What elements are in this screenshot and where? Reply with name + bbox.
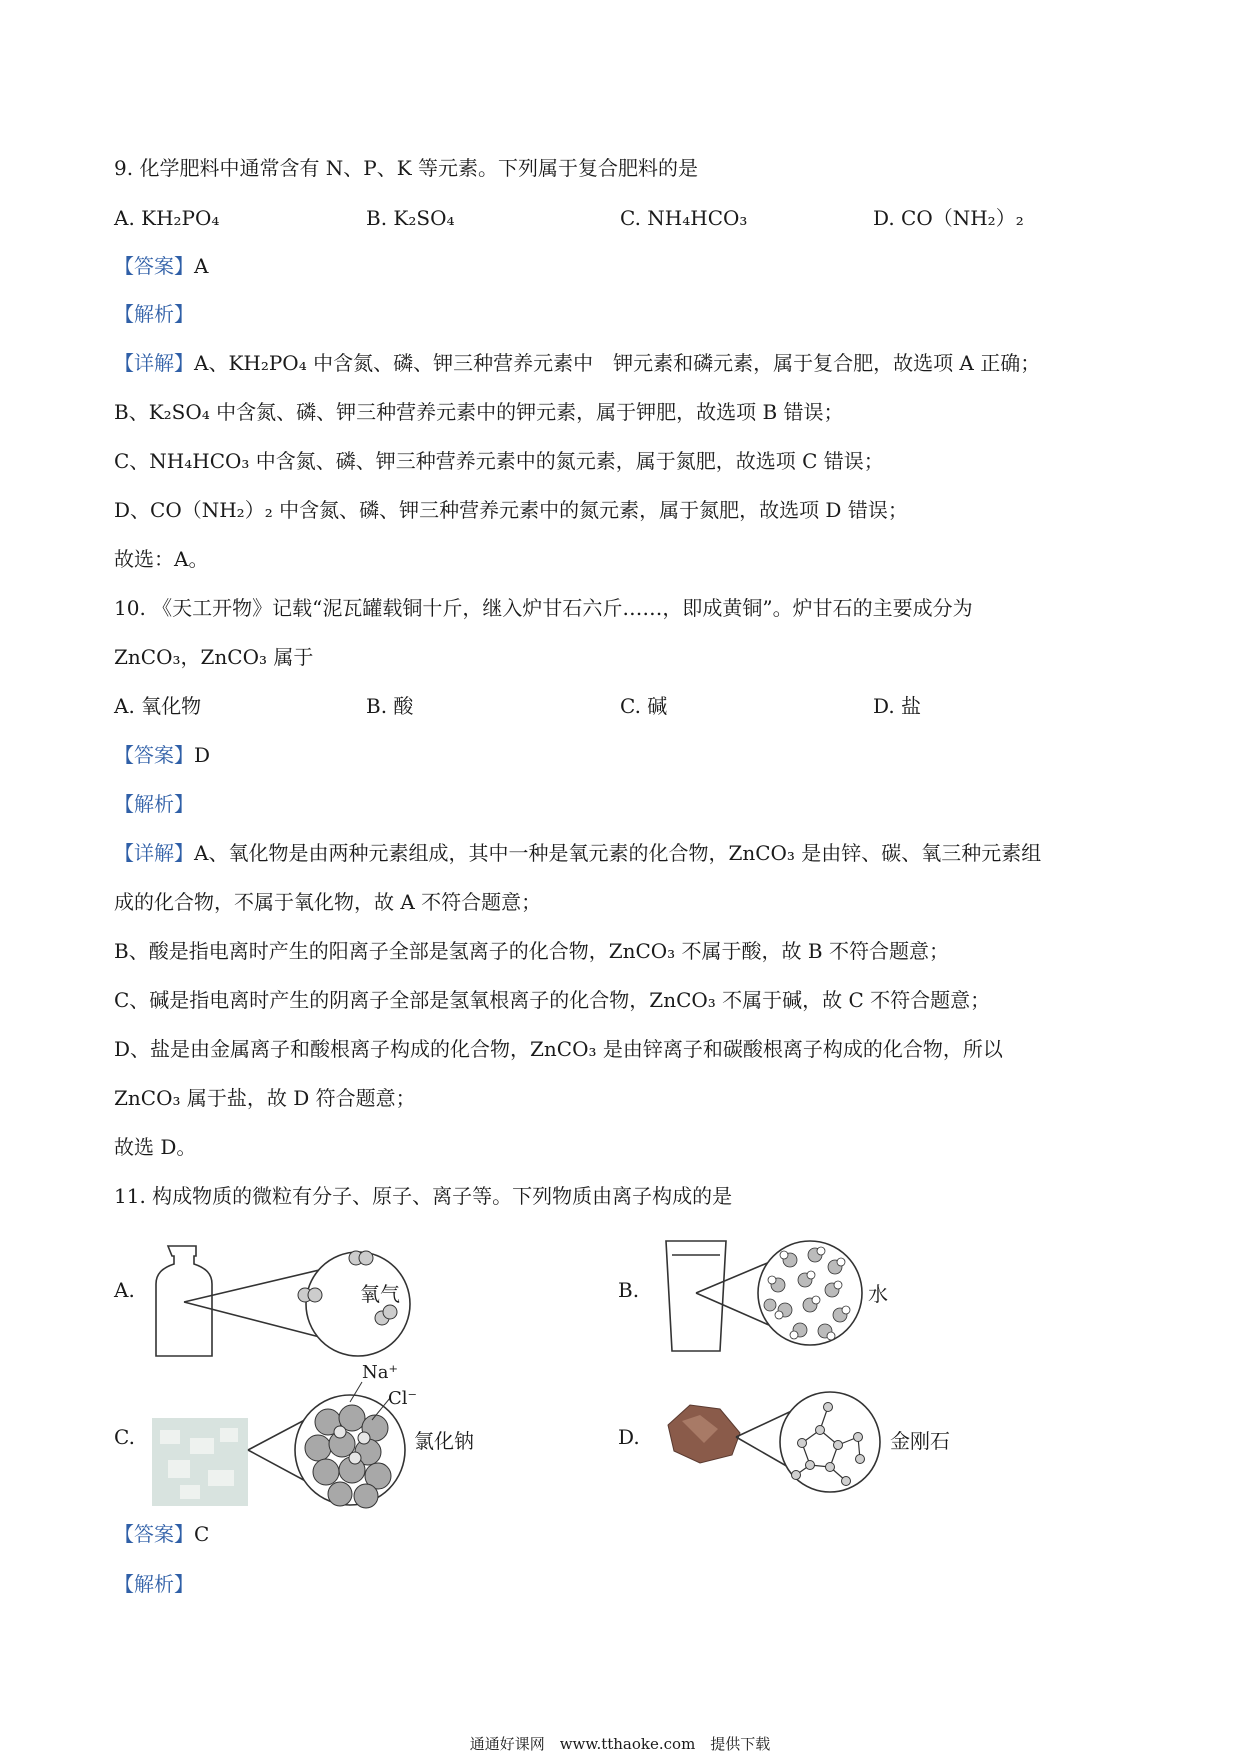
q11-option-d-name: 金刚石: [890, 1429, 950, 1453]
q10-analysis-tag: 【解析】: [114, 792, 194, 816]
q10-option-b: B. 酸: [366, 694, 414, 718]
q10-detail-1: 【详解】A、氧化物是由两种元素组成，其中一种是氧元素的化合物，ZnCO₃ 是由锌、碳、氧三种元素组: [114, 841, 1042, 865]
q11-analysis-tag: 【解析】: [114, 1572, 194, 1596]
q9-option-d: D. CO（NH₂）₂: [873, 206, 1024, 230]
q9-detail-1: 【详解】A、KH₂PO₄ 中含氮、磷、钾三种营养元素中 钾元素和磷元素，属于复合肥，故选项 A 正确；: [114, 351, 1041, 375]
q10-answer: [114, 741, 210, 769]
q11-option-c-name: 氯化钠: [414, 1429, 474, 1453]
q9-analysis-tag: 【解析】: [114, 302, 194, 326]
q11-option-a-name: 氧气: [360, 1282, 400, 1306]
q9-detail-3: C、NH₄HCO₃ 中含氮、磷、钾三种营养元素中的氮元素，属于氮肥，故选项 C 错误；: [114, 449, 884, 473]
q9-option-c: C. NH₄HCO₃: [620, 206, 748, 230]
q11-answer: [114, 1520, 209, 1548]
q11-option-d-letter: D.: [618, 1425, 640, 1449]
q10-option-a: A. 氧化物: [114, 694, 202, 718]
diamond-figure: [660, 1385, 900, 1510]
detail-tag: 【详解】: [114, 351, 194, 375]
answer-tag: 【答案】: [114, 743, 194, 767]
answer-value: D: [194, 743, 211, 767]
q11-option-b-letter: B.: [618, 1278, 640, 1302]
q9-detail-4: D、CO（NH₂）₂ 中含氮、磷、钾三种营养元素中的氮元素，属于氮肥，故选项 D 错误；: [114, 498, 908, 522]
answer-value: C: [194, 1522, 210, 1546]
q10-option-d: D. 盐: [873, 694, 922, 718]
answer-tag: 【答案】: [114, 254, 194, 278]
q11-stem: 11. 构成物质的微粒有分子、原子、离子等。下列物质由离子构成的是: [114, 1184, 733, 1208]
chloride-ion-label: Cl⁻: [388, 1388, 418, 1409]
q10-stem-line2: ZnCO₃，ZnCO₃ 属于: [114, 645, 314, 669]
q10-conclusion: 故选 D。: [114, 1135, 197, 1159]
q10-detail-2: 成的化合物，不属于氧化物，故 A 不符合题意；: [114, 890, 542, 914]
q10-option-c: C. 碱: [620, 694, 668, 718]
q10-stem-line1: 10. 《天工开物》记载“泥瓦罐载铜十斤，继入炉甘石六斤……，即成黄铜”。炉甘石的主要成分为: [114, 596, 973, 620]
sodium-ion-label: Na⁺: [362, 1362, 398, 1383]
page-footer: 通通好课网 www.tthaoke.com 提供下载: [469, 1735, 771, 1753]
answer-tag: 【答案】: [114, 1522, 194, 1546]
answer-value: A: [194, 254, 209, 278]
q10-detail-5: D、盐是由金属离子和酸根离子构成的化合物，ZnCO₃ 是由锌离子和碳酸根离子构成的化合物，所以: [114, 1037, 1003, 1061]
q9-stem: 9. 化学肥料中通常含有 N、P、K 等元素。下列属于复合肥料的是: [114, 156, 699, 180]
q11-option-a-letter: A.: [114, 1278, 135, 1302]
q11-option-c-letter: C.: [114, 1425, 135, 1449]
q9-option-a: A. KH₂PO₄: [114, 206, 220, 230]
q9-option-b: B. K₂SO₄: [366, 206, 455, 230]
q10-detail-3: B、酸是指电离时产生的阳离子全部是氢离子的化合物，ZnCO₃ 不属于酸，故 B 不符合题意；: [114, 939, 949, 963]
q9-answer: [114, 252, 208, 280]
q10-detail-6: ZnCO₃ 属于盐，故 D 符合题意；: [114, 1086, 416, 1110]
detail-tag: 【详解】: [114, 841, 194, 865]
q9-conclusion: 故选：A。: [114, 547, 209, 571]
q11-option-b-name: 水: [868, 1282, 888, 1306]
water-figure: [660, 1235, 880, 1360]
q9-detail-2: B、K₂SO₄ 中含氮、磷、钾三种营养元素中的钾元素，属于钾肥，故选项 B 错误；: [114, 400, 844, 424]
q10-detail-4: C、碱是指电离时产生的阴离子全部是氢氧根离子的化合物，ZnCO₃ 不属于碱，故 C 不符合题意；: [114, 988, 991, 1012]
